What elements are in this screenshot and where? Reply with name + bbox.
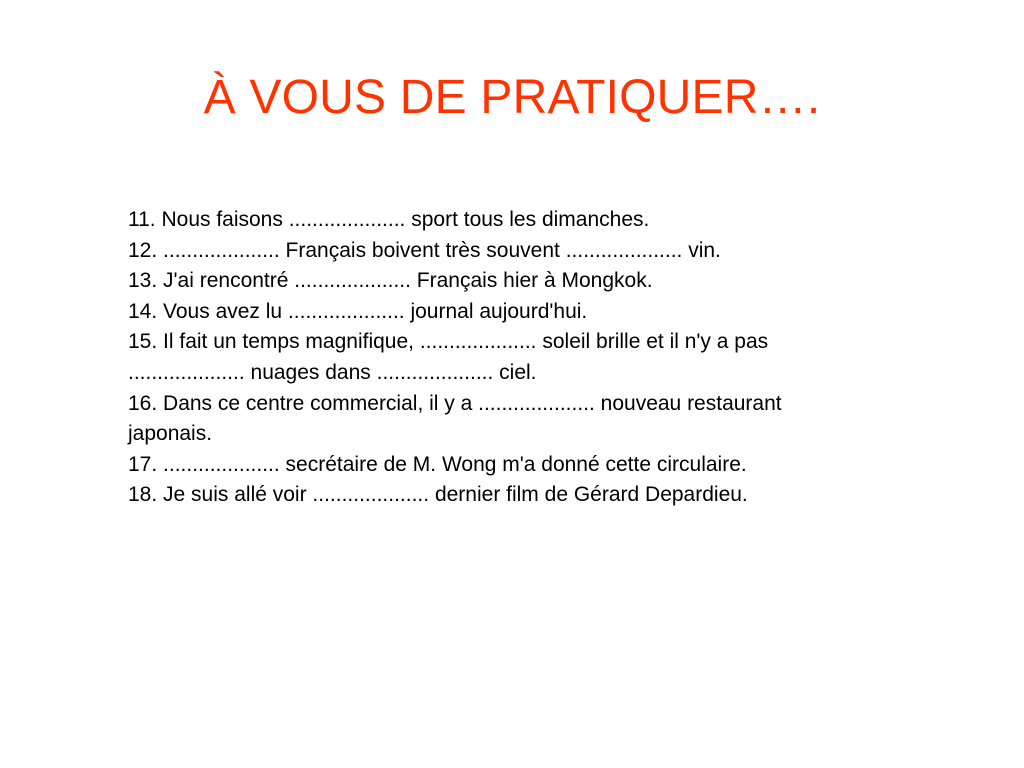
exercise-line-15: 15. Il fait un temps magnifique, .................... soleil brille et il n'y a pas [128, 330, 769, 354]
exercise-line-16-continued: japonais. [128, 422, 213, 446]
exercise-line-18: 18. Je suis allé voir .................... dernier film de Gérard Depardieu. [128, 483, 748, 507]
exercise-line-14: 14. Vous avez lu .................... journal aujourd'hui. [128, 299, 588, 323]
exercise-line-13: 13. J'ai rencontré .................... Français hier à Mongkok. [128, 269, 653, 293]
exercise-line-15-continued: .................... nuages dans .................... ciel. [128, 360, 537, 384]
exercise-list [128, 205, 938, 511]
exercise-line-16: 16. Dans ce centre commercial, il y a .................... nouveau restaurant [128, 391, 782, 415]
exercise-line-17: 17. .................... secrétaire de M. Wong m'a donné cette circulaire. [128, 452, 747, 476]
slide-title: À VOUS DE PRATIQUER…. [203, 71, 821, 124]
exercise-line-12: 12. .................... Français boivent très souvent .................... vin. [128, 238, 721, 262]
exercise-line-11: 11. Nous faisons .................... sport tous les dimanches. [128, 208, 650, 231]
